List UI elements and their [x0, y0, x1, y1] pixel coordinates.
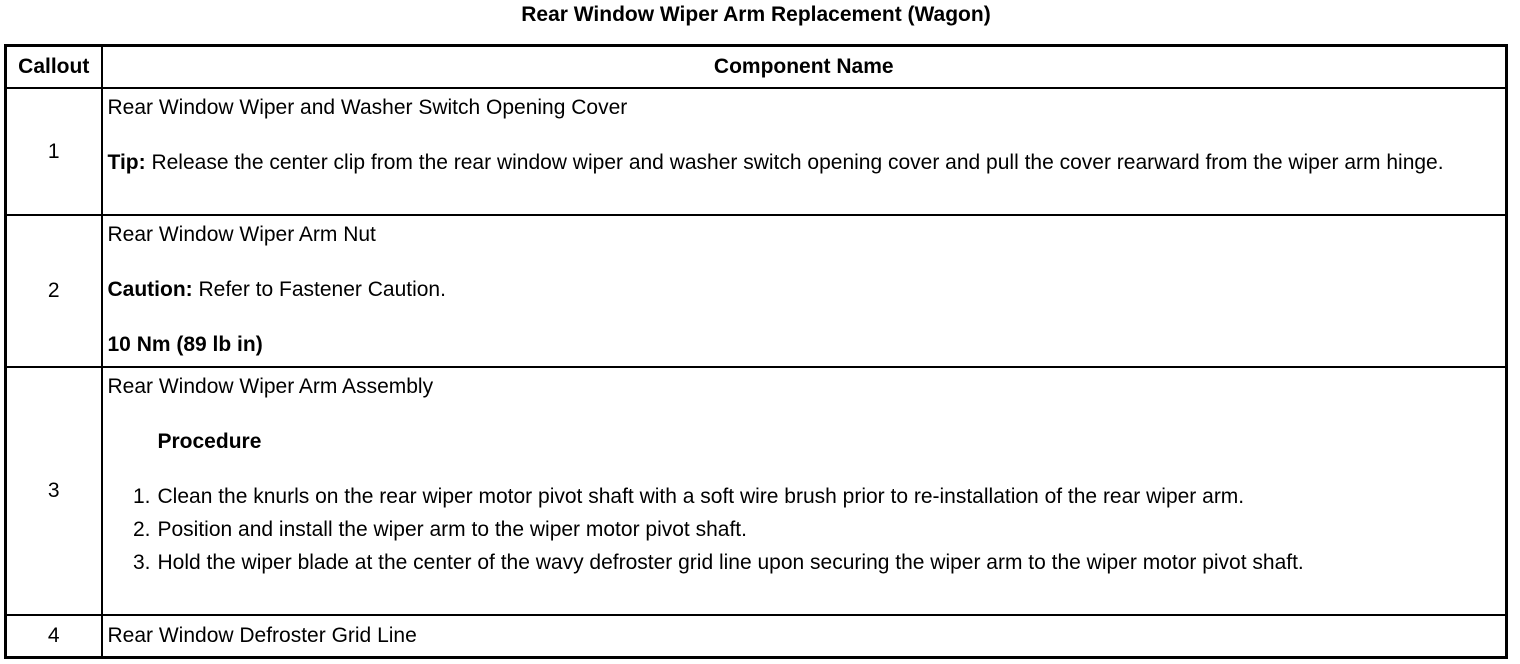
table-row	[6, 615, 1507, 657]
document-title: Rear Window Wiper Arm Replacement (Wagon)	[521, 3, 991, 26]
component-cell	[102, 367, 1507, 615]
table-row	[6, 215, 1507, 367]
component-name: Rear Window Defroster Grid Line	[107, 623, 417, 647]
step-number: 1.	[132, 485, 151, 508]
table-row	[6, 88, 1507, 215]
torque-spec: 10 Nm (89 lb in)	[107, 333, 263, 356]
procedure-step	[108, 548, 1498, 578]
callout-column-header: Callout	[6, 46, 102, 89]
step-text: Position and install the wiper arm to the wiper motor pivot shaft.	[157, 518, 747, 541]
note-text: Release the center clip from the rear window wiper and washer switch opening cover and pull the cover rearward from the wiper arm hinge.	[145, 151, 1444, 174]
component-cell	[102, 215, 1507, 367]
callout-number: 2	[6, 215, 102, 367]
step-number: 3.	[132, 551, 151, 574]
step-text: Clean the knurls on the rear wiper motor pivot shaft with a soft wire brush prior to re-installation of the rear wiper arm.	[157, 485, 1245, 508]
component-name: Rear Window Wiper Arm Assembly	[107, 375, 434, 398]
component-name: Rear Window Wiper and Washer Switch Opening Cover	[107, 96, 628, 119]
table-row	[6, 367, 1507, 615]
procedure-step	[108, 515, 1498, 545]
component-cell	[102, 615, 1507, 657]
procedure-step	[108, 482, 1498, 512]
note-text: Refer to Fastener Caution.	[192, 278, 446, 301]
callout-table	[4, 44, 1508, 659]
table-header-row	[6, 46, 1507, 89]
step-number: 2.	[132, 518, 151, 541]
component-column-header: Component Name	[102, 46, 1507, 89]
component-cell	[102, 88, 1507, 215]
callout-number: 3	[6, 367, 102, 615]
callout-number: 1	[6, 88, 102, 215]
component-name: Rear Window Wiper Arm Nut	[107, 223, 376, 246]
step-text: Hold the wiper blade at the center of the wavy defroster grid line upon securing the wiper arm to the wiper motor pivot shaft.	[157, 551, 1304, 574]
tip-note	[108, 148, 1498, 178]
procedure-title: Procedure	[157, 430, 262, 453]
note-label: Caution:	[107, 278, 193, 301]
procedure-steps	[108, 482, 1498, 578]
note-label: Tip:	[107, 151, 146, 174]
callout-number: 4	[6, 615, 102, 657]
caution-note	[108, 275, 1498, 305]
